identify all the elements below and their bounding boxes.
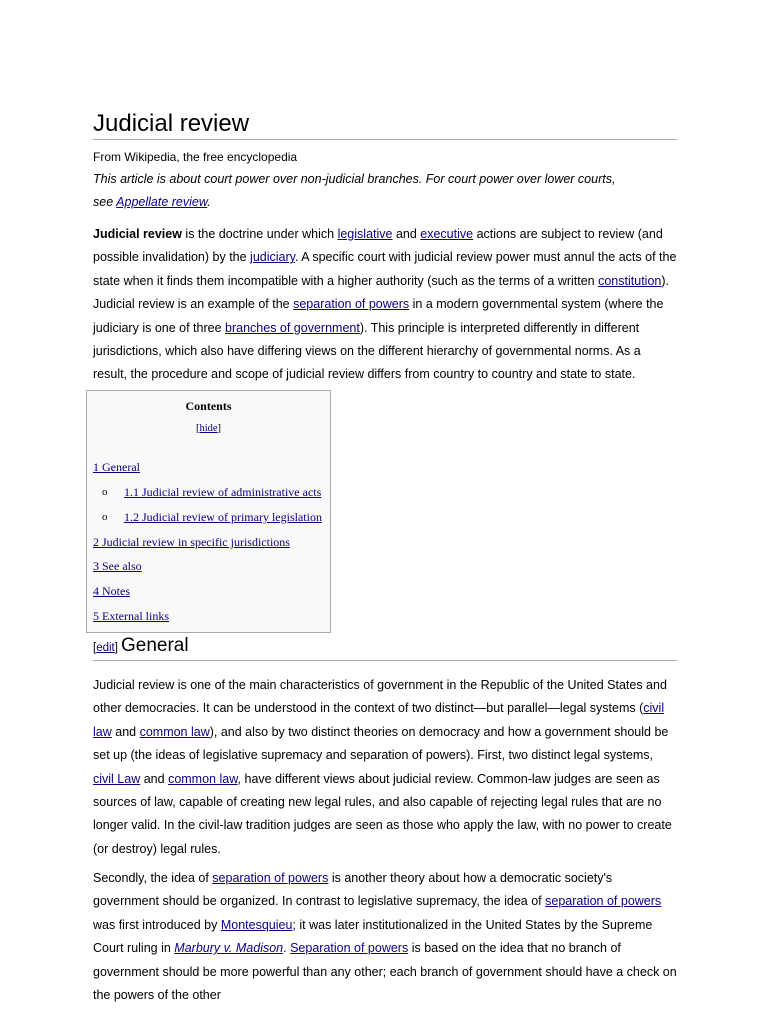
separation-of-powers-link[interactable]: separation of powers bbox=[545, 894, 662, 909]
executive-link[interactable]: executive bbox=[420, 227, 474, 241]
legislative-link[interactable]: legislative bbox=[337, 227, 393, 241]
table-of-contents bbox=[86, 390, 331, 633]
paragraph-text: is based on the idea that no branch of government should be more powerful than any other; each branch of government should have a check on the powers of the other bbox=[93, 941, 677, 1003]
judiciary-link[interactable]: judiciary bbox=[250, 250, 295, 265]
section-title: General bbox=[121, 635, 189, 656]
civil-law-link[interactable]: civil Law bbox=[93, 771, 141, 786]
intro-text: ). Judicial review is an example of the bbox=[93, 273, 669, 312]
paragraph-text: was first introduced by bbox=[93, 917, 221, 932]
general-paragraph-2 bbox=[93, 867, 677, 1007]
paragraph-text: Judicial review is one of the main characteristics of government in the Republic of the United States and other democracies. It can be understood in the context of two distinct—but parallel—legal systems ( bbox=[93, 678, 667, 716]
paragraph-text: is another theory about how a democratic society's government should be organized. In contrast to legislative supremacy, the idea of bbox=[93, 871, 613, 909]
site-tagline: From Wikipedia, the free encyclopedia bbox=[93, 150, 298, 164]
common-law-link[interactable]: common law bbox=[139, 724, 210, 739]
toc-bullet: o bbox=[102, 486, 108, 498]
separation-of-powers-link[interactable]: separation of powers bbox=[293, 297, 410, 312]
hatnote bbox=[93, 168, 677, 214]
toc-title: Contents bbox=[185, 399, 232, 413]
appellate-review-link[interactable]: Appellate review bbox=[116, 195, 208, 209]
marbury-v-madison-link[interactable]: Marbury v. Madison bbox=[174, 941, 284, 956]
intro-text: actions are subject to review (and possible invalidation) by the bbox=[93, 227, 663, 265]
hatnote-text: This article is about court power over non-judicial branches. For court power over lower courts, bbox=[93, 172, 616, 186]
toc-bracket-close: ] bbox=[217, 423, 222, 434]
hatnote-see: see bbox=[93, 195, 117, 209]
intro-bold-term: Judicial review bbox=[93, 227, 182, 241]
toc-item-external-links[interactable]: 5 External links bbox=[93, 609, 169, 623]
page-title: Judicial review bbox=[93, 110, 677, 140]
toc-hide-link[interactable]: hide bbox=[199, 423, 218, 434]
paragraph-text: Secondly, the idea of bbox=[93, 871, 213, 885]
edit-link[interactable]: edit bbox=[96, 642, 115, 654]
paragraph-text: and bbox=[140, 771, 169, 786]
intro-text: is the doctrine under which bbox=[181, 227, 338, 241]
toc-bullet: o bbox=[102, 511, 108, 523]
toc-item-specific-jurisdictions[interactable]: 2 Judicial review in specific jurisdictions bbox=[93, 535, 290, 549]
intro-text: and bbox=[392, 227, 421, 241]
paragraph-text: ), and also by two distinct theories on democracy and how a government should be set up (the ideas of legislative supremacy and separation of powers). First, two distinct legal systems, bbox=[93, 724, 669, 763]
toc-toggle bbox=[87, 423, 330, 434]
branches-of-government-link[interactable]: branches of government bbox=[225, 320, 360, 335]
paragraph-text: , have different views about judicial review. Common-law judges are seen as sources of law, capable of creating new legal rules, and also capable of rejecting legal rules that are no longer valid. In the civil-law tradition judges are seen as those who apply the law, with no power to create (or destroy) legal rules. bbox=[93, 771, 672, 856]
paragraph-text: ; it was later institutionalized in the United States by the Supreme Court ruling in bbox=[93, 917, 653, 956]
edit-bracket-open: [ bbox=[93, 642, 97, 654]
intro-text: in a modern governmental system (where the judiciary is one of three bbox=[93, 297, 664, 335]
constitution-link[interactable]: constitution bbox=[598, 273, 662, 288]
toc-item-primary-legislation[interactable]: 1.2 Judicial review of primary legislation bbox=[124, 510, 322, 524]
paragraph-text: and bbox=[111, 724, 140, 739]
separation-of-powers-link[interactable]: Separation of powers bbox=[290, 941, 409, 956]
separation-of-powers-link[interactable]: separation of powers bbox=[212, 871, 329, 885]
section-heading-general bbox=[93, 634, 677, 661]
intro-text: ). This principle is interpreted differently in different jurisdictions, which also have differing views on the different hierarchy of governmental norms. As a result, the procedure and scope of judicial review differs from country to country and state to state. bbox=[93, 320, 641, 382]
paragraph-text: . bbox=[283, 941, 291, 956]
common-law-link[interactable]: common law bbox=[168, 771, 238, 786]
hatnote-end: . bbox=[207, 195, 211, 209]
toc-item-notes[interactable]: 4 Notes bbox=[93, 584, 130, 598]
edit-section bbox=[93, 642, 118, 654]
toc-item-general[interactable]: 1 General bbox=[93, 460, 140, 474]
intro-paragraph bbox=[93, 223, 677, 387]
toc-bracket-open: [ bbox=[195, 423, 200, 434]
general-paragraph-1 bbox=[93, 674, 677, 861]
toc-item-administrative-acts[interactable]: 1.1 Judicial review of administrative acts bbox=[124, 485, 322, 499]
montesquieu-link[interactable]: Montesquieu bbox=[220, 917, 293, 932]
civil-law-link[interactable]: civil law bbox=[93, 701, 665, 739]
intro-text: . A specific court with judicial review power must annul the acts of the state when it finds them incompatible with a higher authority (such as the terms of a written bbox=[93, 250, 677, 288]
edit-bracket-close: ] bbox=[114, 642, 118, 654]
toc-item-see-also[interactable]: 3 See also bbox=[93, 559, 142, 573]
